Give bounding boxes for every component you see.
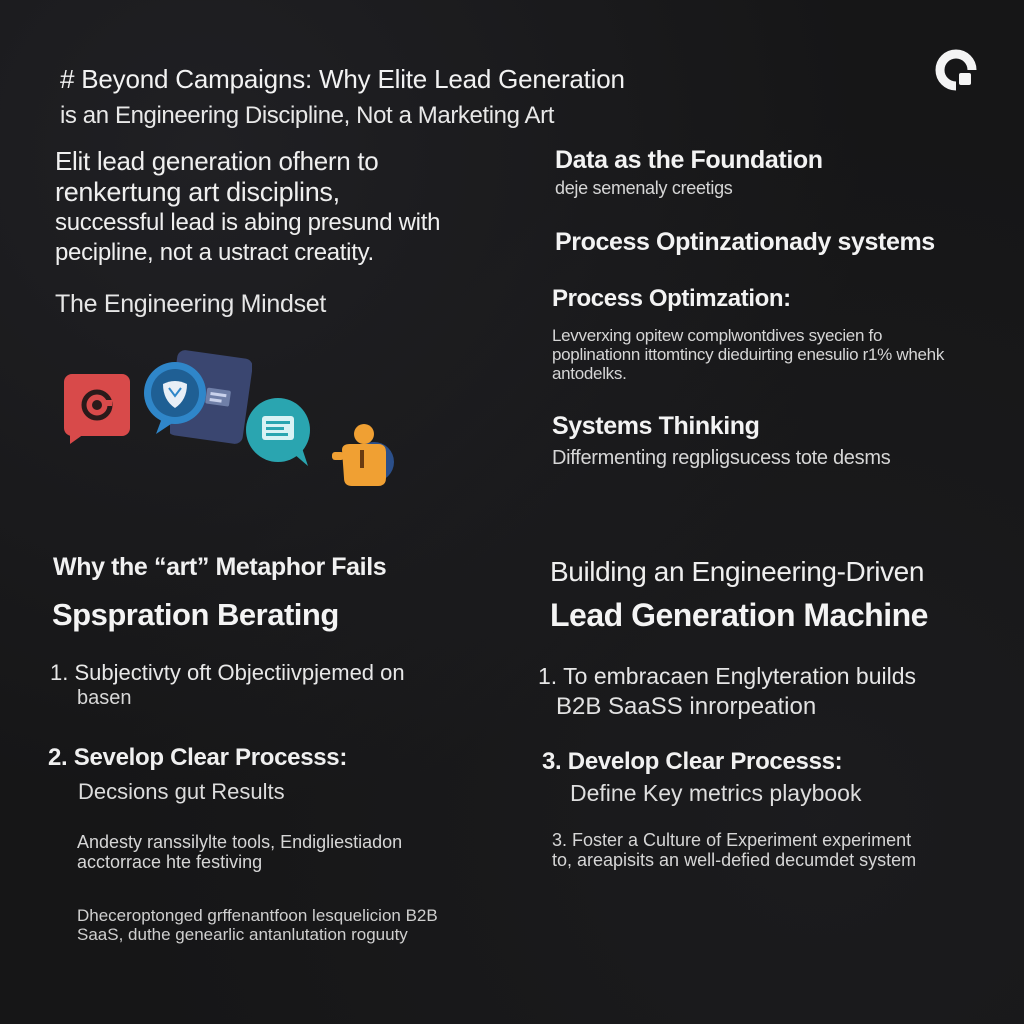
body-systems-thinking: Differmenting regpligsucess tote desms <box>552 447 891 469</box>
red-chat-icon <box>62 372 134 446</box>
heading-art-metaphor: Why the “art” Metaphor Fails <box>53 553 387 581</box>
heading-data-foundation: Data as the Foundation <box>555 146 823 174</box>
heading-building-machine: Building an Engineering-Driven <box>550 556 925 587</box>
page-title-line-1: # Beyond Campaigns: Why Elite Lead Generation <box>60 64 625 94</box>
teal-screen-chat-icon <box>242 396 316 470</box>
intro-paragraph <box>55 146 475 268</box>
body-data-foundation: deje semenaly creetigs <box>555 178 733 198</box>
subheading-art-metaphor: Spspration Berating <box>52 597 339 632</box>
body-process-optimization: Levverxing opitew complwontdives syecien fo poplinationn ittomtincy dieduirting enesulio r1% whehk antodelks. <box>552 326 945 383</box>
list-item-sub: basen <box>77 687 132 709</box>
heading-systems-thinking: Systems Thinking <box>552 412 760 440</box>
heading-process-systems: Process Optinzationady systems <box>555 228 935 256</box>
body-paragraph: Dheceroptonged grffenantfoon lesquelicion B2B SaaS, duthe genearlic antanlutation roguuty <box>77 906 438 944</box>
heading-process-optimization: Process Optimzation: <box>552 285 791 312</box>
list-item: 2. Sevelop Clear Processs: <box>48 744 348 771</box>
list-item: 1. To embracaen Englyteration builds <box>538 663 917 689</box>
subheading-building-machine: Lead Generation Machine <box>550 597 928 633</box>
list-item-sub: B2B SaaSS inrorpeation <box>556 693 817 720</box>
list-item: 3. Develop Clear Processs: <box>542 748 843 775</box>
intro-line: pecipline, not a ustract creatity. <box>55 239 374 266</box>
orange-person-icon <box>328 420 398 492</box>
intro-line: successful lead is abing presund with <box>55 209 441 236</box>
body-paragraph: 3. Foster a Culture of Experiment experiment to, areapisits an well-defied decumdet system <box>552 830 917 870</box>
list-item-sub: Decsions gut Results <box>78 779 285 804</box>
intro-line: Elit lead generation ofhern to <box>55 146 379 176</box>
list-item: 1. Subjectivty oft Objectiivpjemed on <box>50 660 405 685</box>
brand-logo-icon <box>934 48 978 92</box>
intro-line: renkertung art disciplins, <box>55 177 340 207</box>
body-paragraph: Andesty ranssilylte tools, Endigliestiadon acctorrace hte festiving <box>77 832 403 872</box>
page-title-line-2: is an Engineering Discipline, Not a Marketing Art <box>60 102 554 129</box>
section-heading-mindset: The Engineering Mindset <box>55 290 327 318</box>
list-item-sub: Define Key metrics playbook <box>570 780 862 806</box>
blue-shield-chat-icon <box>142 360 208 436</box>
